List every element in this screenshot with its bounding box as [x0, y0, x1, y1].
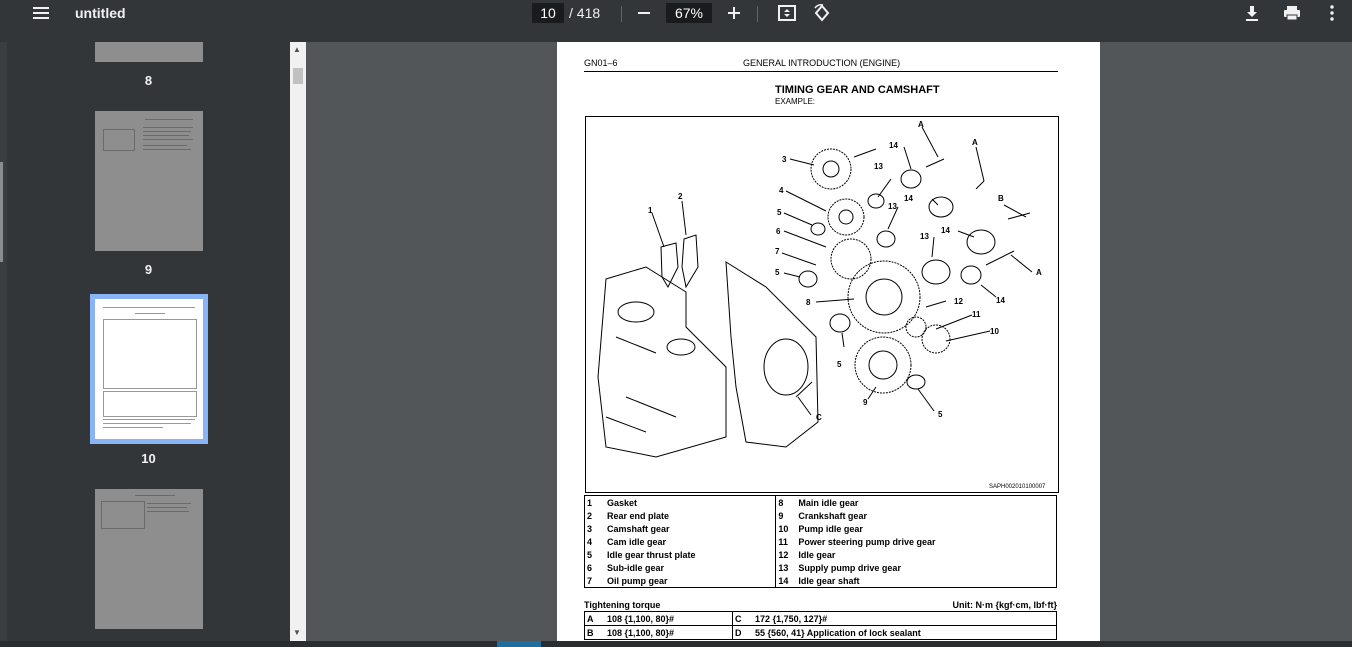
scrollbar-thumb[interactable]	[293, 68, 303, 84]
page-header-title: GENERAL INTRODUCTION (ENGINE)	[743, 58, 901, 68]
callout-label: 5	[775, 268, 780, 277]
toolbar-divider	[621, 6, 622, 22]
edge-marker	[0, 162, 3, 262]
thumbnail-label: 8	[144, 73, 153, 88]
download-icon[interactable]	[1241, 2, 1263, 24]
callout-label: 10	[990, 327, 999, 336]
callout-label: 5	[777, 208, 782, 217]
document-title: untitled	[75, 5, 126, 21]
parts-table	[584, 495, 1057, 588]
part-number: 11	[778, 536, 788, 547]
document-page	[557, 42, 1100, 647]
callout-label: 6	[776, 227, 781, 236]
part-name: Camshaft gear	[605, 522, 776, 535]
top-toolbar	[0, 0, 1352, 42]
part-number: 4	[587, 536, 593, 547]
toolbar-divider	[757, 6, 758, 22]
torque-value: 172 {1,750, 127}#	[753, 612, 1056, 626]
callout-label: 4	[779, 186, 784, 195]
torque-value: 55 {560, 41} Application of lock sealant	[753, 626, 1056, 640]
table-row	[585, 548, 1057, 561]
torque-unit: Unit: N·m {kgf·cm, lbf·ft}	[952, 600, 1057, 610]
part-number: 14	[778, 575, 789, 586]
callout-label: 9	[863, 398, 868, 407]
page-thumbnail[interactable]	[95, 111, 203, 251]
table-row	[585, 561, 1057, 574]
page-total: / 418	[569, 5, 601, 21]
callout-label: 12	[954, 297, 963, 306]
part-name: Sub-idle gear	[605, 561, 776, 574]
exploded-diagram	[585, 116, 1059, 493]
callout-label: 14	[941, 226, 950, 235]
callout-label: B	[998, 194, 1004, 203]
torque-key: D	[733, 626, 754, 640]
scroll-up-icon[interactable]: ▲	[293, 45, 301, 54]
thumbnail-label: 10	[141, 451, 156, 466]
section-title: TIMING GEAR AND CAMSHAFT	[775, 84, 940, 96]
zoom-level-input[interactable]: 67%	[666, 3, 712, 23]
callout-label: A	[1036, 268, 1042, 277]
part-number: 7	[587, 575, 593, 586]
callout-label: A	[972, 138, 978, 147]
part-number: 6	[587, 562, 593, 573]
part-name: Oil pump gear	[605, 574, 776, 588]
part-number: 2	[587, 510, 593, 521]
part-number: 3	[587, 523, 593, 534]
minus-icon[interactable]	[634, 2, 654, 24]
part-number: 8	[778, 497, 784, 508]
thumbnail-label: 9	[144, 262, 153, 277]
torque-key: C	[733, 612, 754, 626]
scroll-down-icon[interactable]: ▼	[293, 628, 301, 637]
print-icon[interactable]	[1281, 2, 1303, 24]
table-row	[585, 574, 1057, 588]
part-name: Idle gear shaft	[798, 575, 860, 586]
table-row	[585, 612, 1057, 626]
callout-label: 8	[806, 298, 811, 307]
table-row	[585, 626, 1057, 640]
plus-icon[interactable]	[724, 2, 744, 24]
bottom-indicator	[497, 641, 541, 647]
callout-label: 1	[648, 206, 653, 215]
fit-page-icon[interactable]	[776, 2, 798, 24]
part-name: Main idle gear	[798, 497, 859, 508]
part-name: Supply pump drive gear	[798, 562, 901, 573]
callout-label: 14	[904, 194, 913, 203]
callout-label: 13	[874, 162, 883, 171]
part-number: 13	[778, 562, 789, 573]
page-header-code: GN01–6	[584, 58, 618, 68]
part-number: 9	[778, 510, 784, 521]
page-number-input[interactable]: 10	[532, 3, 564, 23]
callout-label: 13	[920, 232, 929, 241]
torque-table	[584, 611, 1057, 640]
figure-code: SAPH002010100007	[989, 484, 1046, 490]
torque-value: 108 {1,100, 80}#	[605, 612, 733, 626]
table-row	[585, 496, 1057, 510]
part-name: Gasket	[605, 496, 776, 510]
callout-label: C	[816, 413, 822, 422]
callout-label: A	[918, 120, 924, 129]
page-thumbnail[interactable]	[95, 489, 203, 629]
part-name: Idle gear	[798, 549, 836, 560]
callout-label: 7	[775, 247, 780, 256]
part-name: Cam idle gear	[605, 535, 776, 548]
callout-label: 5	[938, 410, 943, 419]
part-name: Pump idle gear	[798, 523, 863, 534]
table-row	[585, 522, 1057, 535]
callout-label: 14	[996, 296, 1005, 305]
part-name: Idle gear thrust plate	[605, 548, 776, 561]
callout-label: 3	[782, 155, 787, 164]
callout-label: 13	[888, 202, 897, 211]
torque-value: 108 {1,100, 80}#	[605, 626, 733, 640]
table-row	[585, 535, 1057, 548]
hamburger-menu-icon[interactable]	[28, 0, 54, 26]
page-thumbnail[interactable]	[95, 42, 203, 62]
header-rule	[584, 71, 1058, 72]
section-subtitle: EXAMPLE:	[775, 97, 816, 106]
callout-label: 5	[837, 360, 842, 369]
bottom-bar	[0, 641, 1352, 647]
left-edge-strip	[0, 42, 7, 647]
more-vert-icon[interactable]	[1323, 2, 1341, 24]
table-row	[585, 509, 1057, 522]
torque-key: A	[585, 612, 606, 626]
page-thumbnail-selected[interactable]	[95, 299, 203, 439]
callout-label: 14	[889, 141, 898, 150]
part-name: Crankshaft gear	[798, 510, 867, 521]
part-number: 12	[778, 549, 789, 560]
part-number: 5	[587, 549, 593, 560]
part-number: 1	[587, 497, 593, 508]
part-name: Power steering pump drive gear	[798, 536, 936, 547]
part-name: Rear end plate	[605, 509, 776, 522]
torque-key: B	[585, 626, 606, 640]
callout-label: 2	[678, 192, 683, 201]
rotate-icon[interactable]	[811, 2, 833, 24]
callout-label: 11	[972, 310, 981, 319]
thumbnail-sidebar	[7, 42, 290, 641]
part-number: 10	[778, 523, 789, 534]
torque-label: Tightening torque	[584, 600, 661, 610]
sidebar-scrollbar[interactable]	[290, 42, 306, 641]
